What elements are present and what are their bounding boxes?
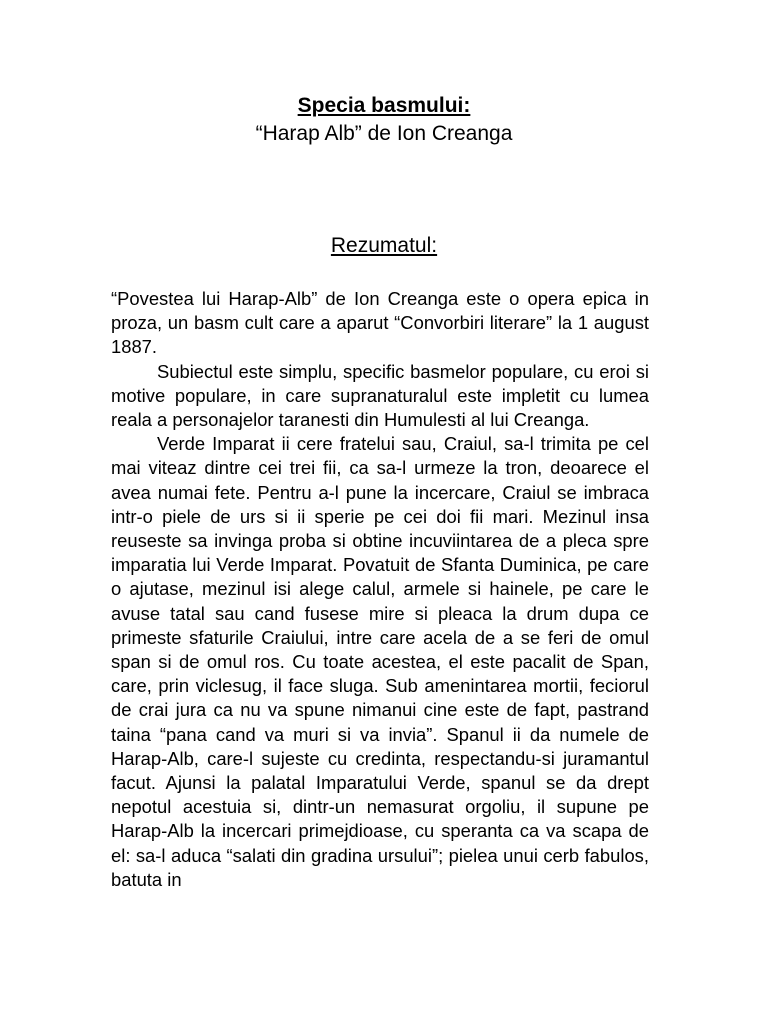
section-title: Rezumatul: [330,234,438,257]
paragraph-subject: Subiectul este simplu, specific basmelor populare, cu eroi si motive populare, in care supranaturalul este impletit cu lumea reala a personajelor taranesti din Humulesti al lui Creanga. [111,360,649,431]
document-title: Specia basmului: [297,94,471,117]
document-subtitle: “Harap Alb” de Ion Creanga [255,122,513,145]
paragraph-intro: “Povestea lui Harap-Alb” de Ion Creanga este o opera epica in proza, un basm cult care a aparut “Convorbiri literare” la 1 august 1887. [111,288,649,358]
title-block [0,92,768,148]
paragraph-summary: Verde Imparat ii cere fratelui sau, Craiul, sa-l trimita pe cel mai viteaz dintre cei trei fii, ca sa-l urmeze la tron, deoarece el avea numai fete. Pentru a-l pune la incercare, Craiul se imbraca intr-o piele de urs si ii sperie pe cei doi fii mari. Mezinul insa reuseste sa invinga proba si obtine incuviintarea de a pleca spre imparatia lui Verde Imparat. Povatuit de Sfanta Duminica, pe care o ajutase, mezinul isi alege calul, armele si hainele, pe care le avuse tatal sau cand fusese mire si pleaca la drum dupa ce primeste sfaturile Craiului, intre care acela de a se feri de omul span si de omul ros. Cu toate acestea, el este pacalit de Span, care, prin viclesug, il face sluga. Sub amenintarea mortii, feciorul de crai jura ca nu va spune nimanui cine este de fapt, pastrand taina “pana cand va muri si va invia”. Spanul ii da numele de Harap-Alb, care-l sujeste cu credinta, respectandu-si juramantul facut. Ajunsi la palatal Imparatului Verde, spanul se da drept nepotul acestuia si, dintr-un nemasurat orgoliu, il supune pe Harap-Alb la incercari primejdioase, cu speranta ca va scapa de el: sa-l aduca “salati din gradina ursului”; pielea unui cerb fabulos, batuta in [111,433,649,890]
body-text [111,287,649,892]
